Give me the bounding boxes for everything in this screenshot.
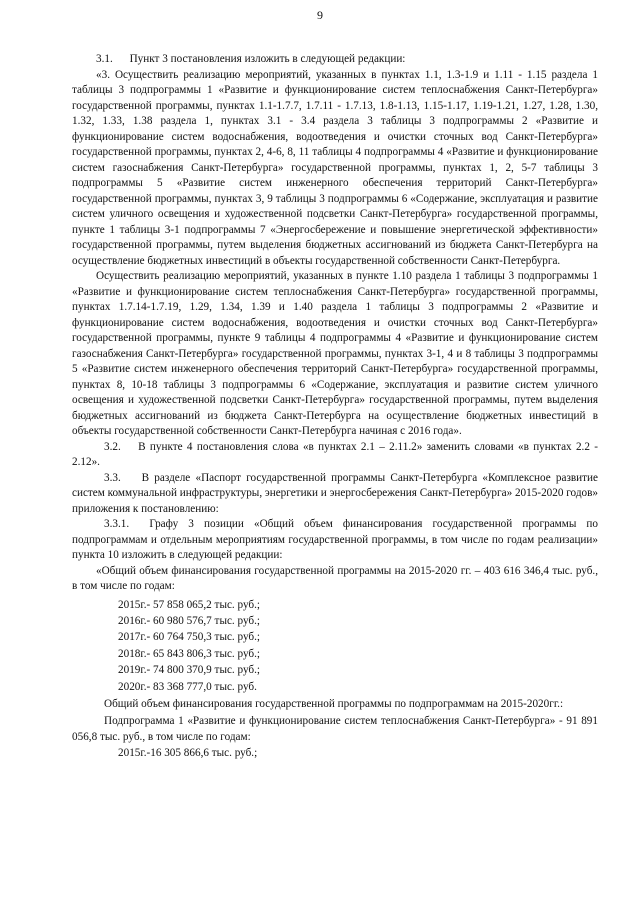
document-body (72, 52, 598, 762)
financing-year-2015: 2015г.- 57 858 065,2 тыс. руб.; (118, 598, 261, 611)
financing-year-2018: 2018г.- 65 843 806,3 тыс. руб.; (118, 647, 261, 660)
paragraph-3-2: 3.2. В пункте 4 постановления слова «в пунктах 2.1 – 2.11.2» заменить словами «в пунктах 2.2 - 2.12». (72, 440, 598, 468)
financing-by-year-list (72, 597, 598, 695)
financing-year-2020: 2020г.- 83 368 777,0 тыс. руб. (118, 680, 257, 693)
paragraph-subprogram-1: Подпрограмма 1 «Развитие и функционирование систем теплоснабжения Санкт-Петербурга» - 91 891 056,8 тыс. руб., в том числе по годам: (72, 715, 598, 743)
paragraph-quote-3: «3. Осуществить реализацию мероприятий, указанных в пунктах 1.1, 1.3-1.9 и 1.11 - 1.15 раздела 1 таблицы 3 подпрограммы 1 «Развитие и функционирование систем теплоснабжения Санкт-Петербурга» государственной программы, пунктах 1.1-1.7.7, 1.7.11 - 1.7.13, 1.8-1.13, 1.15-1.17, 1.19-1.21, 1.27, 1.28, 1.30, 1.32, 1.33, 1.38 раздела 1, пунктах 3.1 - 3.4 раздела 3 таблицы 3 подпрограммы 2 «Развитие и функционирование систем водоснабжения, водоотведения и очистки сточных вод Санкт-Петербурга» государственной программы, пунктах 2, 4-6, 8, 11 таблицы 4 подпрограммы 4 «Развитие и функционирование систем газоснабжения Санкт-Петербурга» государственной программы, пунктах 1, 2, 5-7 таблицы 3 подпрограммы 5 «Развитие систем инженерного обеспечения территорий Санкт-Петербурга» государственной программы, пунктах 3, 9 таблицы 3 подпрограммы 6 «Содержание, эксплуатация и развитие систем уличного освещения и художественной подсветки Санкт-Петербурга» государственной программы, пункте 1 таблицы 3-1 подпрограммы 7 «Энергосбережение и повышение энергетической эффективности» государственной программы, путем выделения бюджетных ассигнований из бюджета Санкт-Петербурга на осуществление бюджетных инвестиций в объекты государственной собственности Санкт-Петербурга. (72, 68, 598, 267)
paragraph-3-3-1: 3.3.1. Графу 3 позиции «Общий объем финансирования государственной программы по подпрограммам и отдельным мероприятиям государственной программы, в том числе по годам реализации» пункта 10 изложить в следующей редакции: (72, 518, 598, 561)
paragraph-total-financing: «Общий объем финансирования государственной программы на 2015-2020 гг. – 403 616 346,4 тыс. руб., в том числе по годам: (72, 564, 598, 592)
financing-year-2016: 2016г.- 60 980 576,7 тыс. руб.; (118, 614, 261, 627)
paragraph-subprogram-financing: Общий объем финансирования государственной программы по подпрограммам на 2015-2020гг.: (104, 697, 564, 710)
subprogram-1-year-2015: 2015г.-16 305 866,6 тыс. руб.; (118, 747, 258, 760)
financing-year-2017: 2017г.- 60 764 750,3 тыс. руб.; (118, 631, 261, 644)
paragraph-3-3: 3.3. В разделе «Паспорт государственной программы Санкт-Петербурга «Комплексное развитие систем коммунальной инфраструктуры, энергетики и энергосбережения Санкт-Петербурга» 2015-2020 годов» приложения к постановлению: (72, 471, 598, 515)
page-number: 9 (317, 8, 323, 22)
paragraph-implement-2016: Осуществить реализацию мероприятий, указанных в пункте 1.10 раздела 1 таблицы 3 подпрограммы 1 «Развитие и функционирование систем теплоснабжения Санкт-Петербурга» государственной программы, пунктах 1.7.14-1.7.19, 1.29, 1.34, 1.39 и 1.40 раздела 1 таблицы 3 подпрограммы 2 «Развитие и функционирование систем водоснабжения, водоотведения и очистки сточных вод Санкт-Петербурга» государственной программы, пункте 9 таблицы 4 подпрограммы 4 «Развитие и функционирование систем газоснабжения Санкт-Петербурга» государственной программы, пунктах 3-1, 4 и 8 таблицы 3 подпрограммы 5 «Развитие систем инженерного обеспечения территорий Санкт-Петербурга» государственной программы, пунктах 8, 10-18 таблицы 3 подпрограммы 6 «Содержание, эксплуатация и развитие систем уличного освещения и художественной подсветки Санкт-Петербурга» государственной программы, путем выделения бюджетных ассигнований из бюджета Санкт-Петербурга на осуществление бюджетных инвестиций в объекты государственной собственности Санкт-Петербурга начиная с 2016 года». (72, 270, 598, 437)
financing-year-2019: 2019г.- 74 800 370,9 тыс. руб.; (118, 664, 261, 677)
paragraph-3-1: 3.1. Пункт 3 постановления изложить в следующей редакции: (96, 53, 406, 65)
